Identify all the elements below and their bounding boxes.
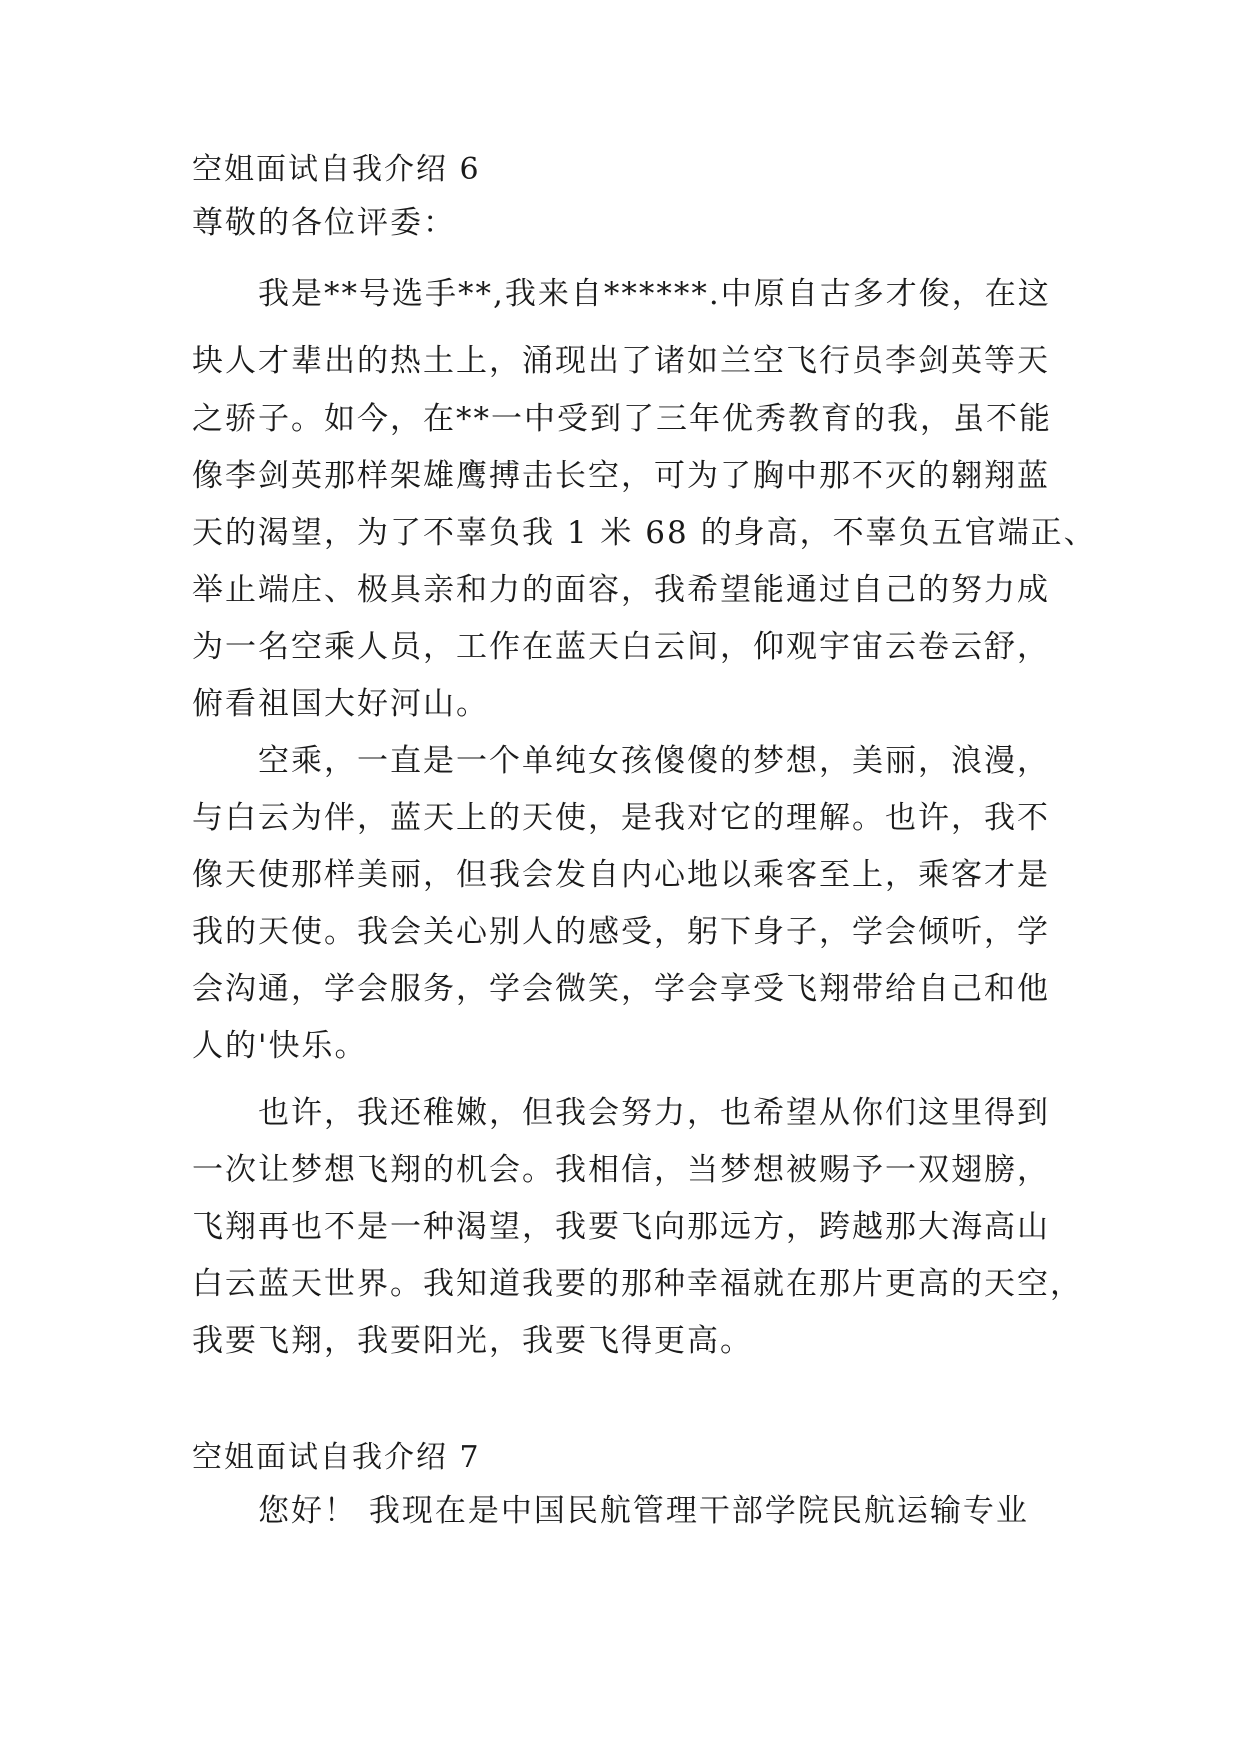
paragraph-line: 举止端庄、极具亲和力的面容，我希望能通过自己的努力成 (192, 572, 1050, 608)
paragraph-line: 像天使那样美丽，但我会发自内心地以乘客至上，乘客才是 (192, 857, 1050, 893)
salutation: 尊敬的各位评委： (192, 205, 456, 241)
paragraph-line: 您好！ 我现在是中国民航管理干部学院民航运输专业 (258, 1493, 1029, 1529)
section-title: 空姐面试自我介绍 6 (192, 152, 481, 187)
paragraph-line: 天的渴望，为了不辜负我 1 米 68 的身高，不辜负五官端正、 (192, 515, 1097, 551)
paragraph-line: 也许，我还稚嫩，但我会努力，也希望从你们这里得到 (258, 1095, 1050, 1131)
paragraph-line: 会沟通，学会服务，学会微笑，学会享受飞翔带给自己和他 (192, 971, 1050, 1007)
paragraph-line: 人的'快乐。 (192, 1028, 368, 1064)
paragraph-line: 之骄子。如今，在**一中受到了三年优秀教育的我，虽不能 (192, 401, 1052, 437)
paragraph-line: 我的天使。我会关心别人的感受，躬下身子，学会倾听，学 (192, 914, 1050, 950)
paragraph-line: 一次让梦想飞翔的机会。我相信，当梦想被赐予一双翅膀， (192, 1152, 1050, 1188)
paragraph-line: 我是**号选手**,我来自******.中原自古多才俊，在这 (258, 276, 1051, 312)
paragraph-line: 与白云为伴，蓝天上的天使，是我对它的理解。也许，我不 (192, 800, 1050, 836)
paragraph-line: 空乘，一直是一个单纯女孩傻傻的梦想，美丽，浪漫， (258, 743, 1050, 779)
paragraph-line: 块人才辈出的热土上，涌现出了诸如兰空飞行员李剑英等天 (192, 343, 1050, 379)
paragraph-line: 像李剑英那样架雄鹰搏击长空，可为了胸中那不灭的翱翔蓝 (192, 458, 1050, 494)
paragraph-line: 俯看祖国大好河山。 (192, 686, 489, 722)
paragraph-line: 我要飞翔，我要阳光，我要飞得更高。 (192, 1323, 753, 1359)
paragraph-line: 飞翔再也不是一种渴望，我要飞向那远方，跨越那大海高山 (192, 1209, 1050, 1245)
section-title: 空姐面试自我介绍 7 (192, 1440, 481, 1475)
paragraph-line: 白云蓝天世界。我知道我要的那种幸福就在那片更高的天空， (192, 1266, 1083, 1302)
paragraph-line: 为一名空乘人员，工作在蓝天白云间，仰观宇宙云卷云舒， (192, 629, 1050, 665)
